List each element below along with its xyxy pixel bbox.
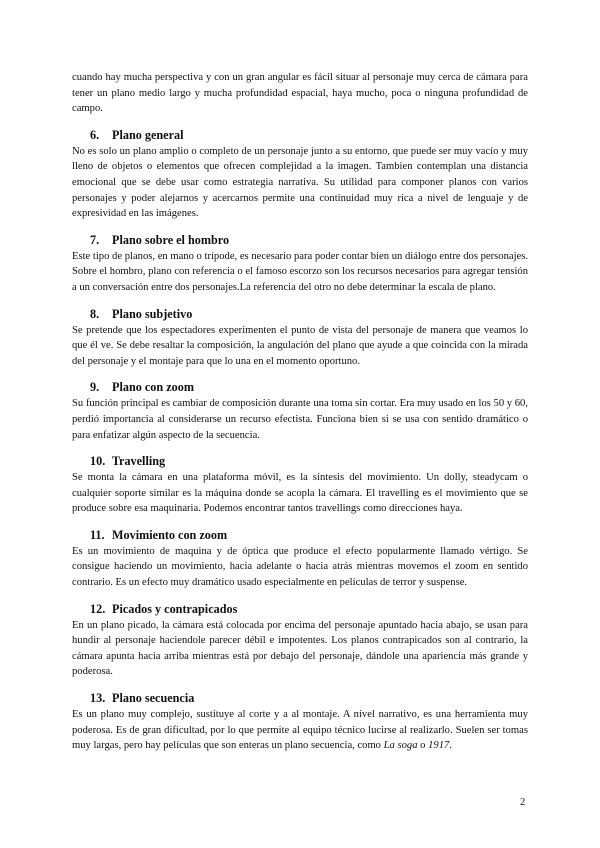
film-title: 1917 (428, 740, 450, 752)
section-11-paragraph: Es un movimiento de maquina y de óptica que produce el efecto popularmente llamado vértigo. Se consigue haciendo un movimiento, hacia adelante o hacia atrás mientras movemos el zoom en sentido contrario. Es un efecto muy dramático usado especialmente en películas de terror y suspense. (72, 545, 528, 589)
section-10-paragraph: Se monta la cámara en una plataforma móvil, es la síntesis del movimiento. Un dolly, steadycam o cualquier soporte similar es la máquina donde se acopla la cámara. El travelling es el movimiento que se produce sobre esa maquinaria. Podemos encontrar tantos travellings como direcciones haya. (72, 472, 528, 515)
section-number: 6. (90, 127, 100, 142)
section-title: Picados y contrapicados (112, 601, 238, 616)
section-number: 13. (90, 691, 106, 706)
section-6-paragraph: No es solo un plano amplio o completo de un personaje junto a su entorno, que puede ser muy vacío y muy lleno de objetos o elementos que ofrecen complejidad a la imagen. Tambien contemplan una distancia emocional que se debe usar como estrategia narrativa. Su utilidad para componer planos con varios personajes y poder alejarnos y acercarnos permite una continuidad muy rica a nivel de lenguaje y de expresividad en las imágenes. (72, 145, 528, 220)
section-12-paragraph: En un plano picado, la cámara está colocada por encima del personaje apuntado hacia abajo, se usan para hundir al personaje haciendole parecer débil e impotentes. Los planos contrapicados son al contrario, la cámara apunta hacia arriba mientras está por debajo del personaje, dándole una apariencia más grande y poderosa. (72, 619, 528, 678)
section-7-paragraph: Este tipo de planos, en mano o trípode, es necesario para poder contar bien un diálogo entre dos personajes. Sobre el hombro, plano con referencia o el famoso escorzo son los recursos necesarios para agregar tensión a un conversación entre dos personajes.La referencia del otro no debe determinar la escala de plano. (72, 250, 528, 293)
section-number: 7. (90, 232, 100, 247)
section-number: 10. (90, 454, 106, 469)
section-6-heading (90, 127, 528, 143)
section-13-heading (90, 690, 528, 706)
section-title: Movimiento con zoom (112, 527, 228, 542)
section-9-paragraph: Su función principal es cambiar de composición durante una toma sin cortar. Era muy usado en los 50 y 60, perdió importancia al considerarse un recurso efectista. Funciona bien si se usa con sentido dramático o para enfatizar algún aspecto de la secuencia. (72, 398, 528, 441)
section-number: 8. (90, 306, 100, 321)
section-10-heading (90, 453, 528, 469)
section-11-heading (90, 527, 528, 543)
section-title: Plano con zoom (112, 380, 194, 395)
section-title: Plano sobre el hombro (112, 232, 230, 247)
page-number: 2 (520, 797, 526, 808)
section-title: Travelling (111, 454, 166, 469)
section-8-heading (90, 306, 528, 322)
section-number: 11. (90, 527, 105, 542)
section-title: Plano secuencia (112, 691, 195, 706)
section-number: 12. (90, 601, 106, 616)
section-7-heading (90, 232, 528, 248)
section-9-heading (90, 379, 528, 395)
intro-paragraph: cuando hay mucha perspectiva y con un gran angular es fácil situar al personaje muy cerca de cámara para tener un plano medio largo y mucha profundidad espacial, haya mucho, poca o ninguna profundidad de campo. (72, 72, 528, 115)
section-13-paragraph (72, 707, 528, 754)
section-title: Plano general (112, 127, 184, 142)
section-12-heading (90, 601, 528, 617)
section-title: Plano subjetivo (112, 306, 193, 321)
connector-text: o (420, 740, 426, 752)
paragraph-text: Es un plano muy complejo, sustituye al corte y a al montaje. A nivel narrativo, es una herramienta muy poderosa. Es de gran dificultad, por lo que permite al equipo técnico lucirse al realizarlo. Suelen ser tomas muy largas, pero hay películas que son enteras un plano secuencia, como (72, 709, 528, 752)
section-8-paragraph: Se pretende que los espectadores experimenten el punto de vista del personaje de manera que veamos lo que él ve. Se debe resaltar la composición, la angulación del plano que ayude a que coincida con la mirada del personaje y el montaje para que lo una en el momento oportuno. (72, 324, 528, 367)
paragraph-end: . (449, 740, 452, 752)
document-page (72, 70, 528, 754)
section-number: 9. (90, 380, 100, 395)
film-title: La soga (383, 740, 418, 752)
